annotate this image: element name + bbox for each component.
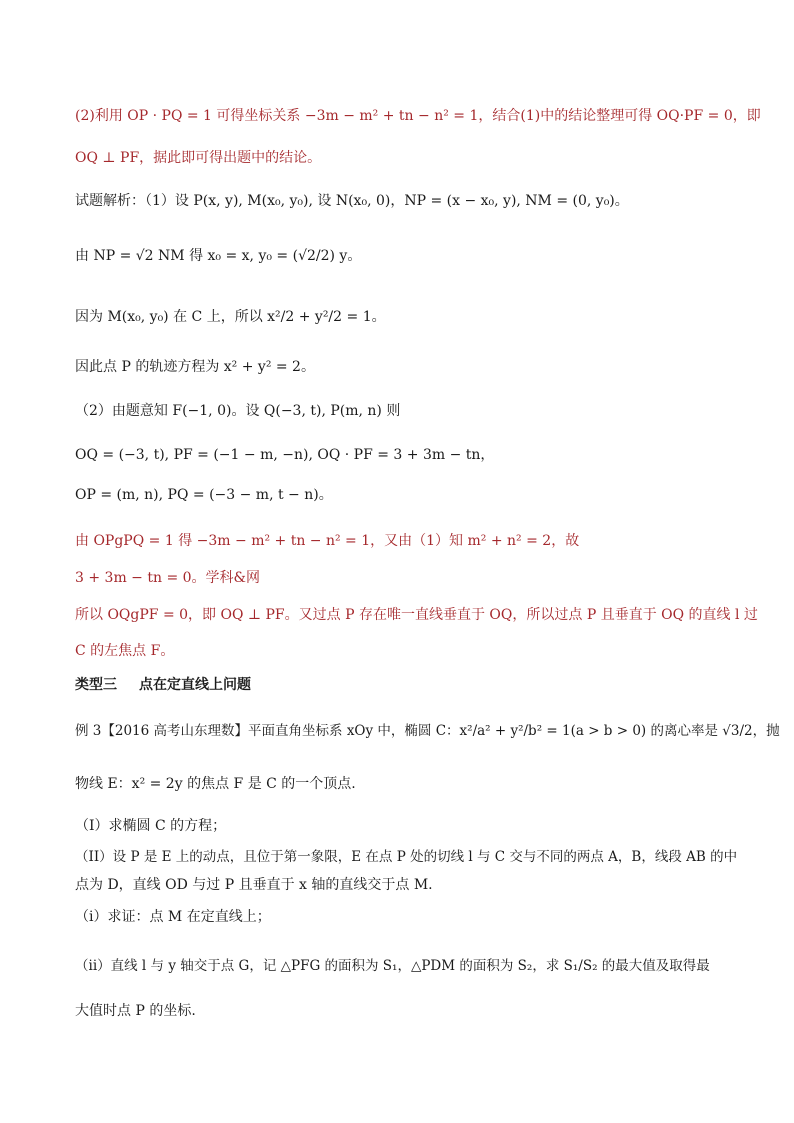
- example-3-sub-ii-line-1: （ii）直线 l 与 y 轴交于点 G，记 △PFG 的面积为 S₁，△PDM 的面积为 S₂，求 S₁/S₂ 的最大值及取得最: [75, 958, 710, 974]
- solution-line-7: OP = (m, n), PQ = (−3 − m, t − n)。: [75, 487, 333, 503]
- solution-line-1: 试题解析：（1）设 P(x, y), M(x₀, y₀), 设 N(x₀, 0)，NP = (x − x₀, y), NM = (0, y₀)。: [75, 193, 629, 209]
- solution-line-11: C 的左焦点 F。: [75, 643, 175, 659]
- solution-line-9: 3 + 3m − tn = 0。学科&网: [75, 570, 260, 586]
- solution-line-2: 由 NP = √2 NM 得 x₀ = x, y₀ = (√2/2) y。: [75, 248, 362, 264]
- example-3-line-1: 例 3【2016 高考山东理数】平面直角坐标系 xOy 中，椭圆 C：x²/a² + y²/b² = 1(a > b > 0) 的离心率是 √3/2，抛: [75, 723, 780, 739]
- solution-line-5: （2）由题意知 F(−1, 0)。设 Q(−3, t), P(m, n) 则: [75, 403, 401, 419]
- solution-hint-line-2: OQ ⊥ PF，据此即可得出题中的结论。: [75, 150, 322, 166]
- section-type-label: 类型三: [75, 677, 117, 693]
- solution-line-6: OQ = (−3, t), PF = (−1 − m, −n), OQ · PF = 3 + 3m − tn，: [75, 447, 495, 463]
- solution-line-8: 由 OPgPQ = 1 得 −3m − m² + tn − n² = 1，又由（1）知 m² + n² = 2，故: [75, 533, 580, 549]
- example-3-part-1: （I）求椭圆 C 的方程；: [75, 818, 227, 834]
- solution-line-4: 因此点 P 的轨迹方程为 x² + y² = 2。: [75, 359, 315, 375]
- solution-hint-line-1: (2)利用 OP · PQ = 1 可得坐标关系 −3m − m² + tn − n² = 1，结合(1)中的结论整理可得 OQ·PF = 0，即: [75, 108, 761, 124]
- example-3-sub-i: （i）求证：点 M 在定直线上；: [75, 909, 271, 925]
- example-3-sub-ii-line-2: 大值时点 P 的坐标.: [75, 1003, 196, 1019]
- solution-line-10: 所以 OQgPF = 0，即 OQ ⊥ PF。又过点 P 存在唯一直线垂直于 OQ，所以过点 P 且垂直于 OQ 的直线 l 过: [75, 607, 758, 623]
- example-3-part-2-line-1: （II）设 P 是 E 上的动点，且位于第一象限，E 在点 P 处的切线 l 与 C 交与不同的两点 A，B，线段 AB 的中: [75, 849, 738, 865]
- section-heading: [75, 674, 734, 696]
- solution-line-3: 因为 M(x₀, y₀) 在 C 上，所以 x²/2 + y²/2 = 1。: [75, 309, 386, 325]
- example-3-line-2: 物线 E：x² = 2y 的焦点 F 是 C 的一个顶点.: [75, 776, 356, 792]
- section-title: 点在定直线上问题: [139, 677, 251, 693]
- example-3-part-2-line-2: 点为 D，直线 OD 与过 P 且垂直于 x 轴的直线交于点 M.: [75, 877, 433, 893]
